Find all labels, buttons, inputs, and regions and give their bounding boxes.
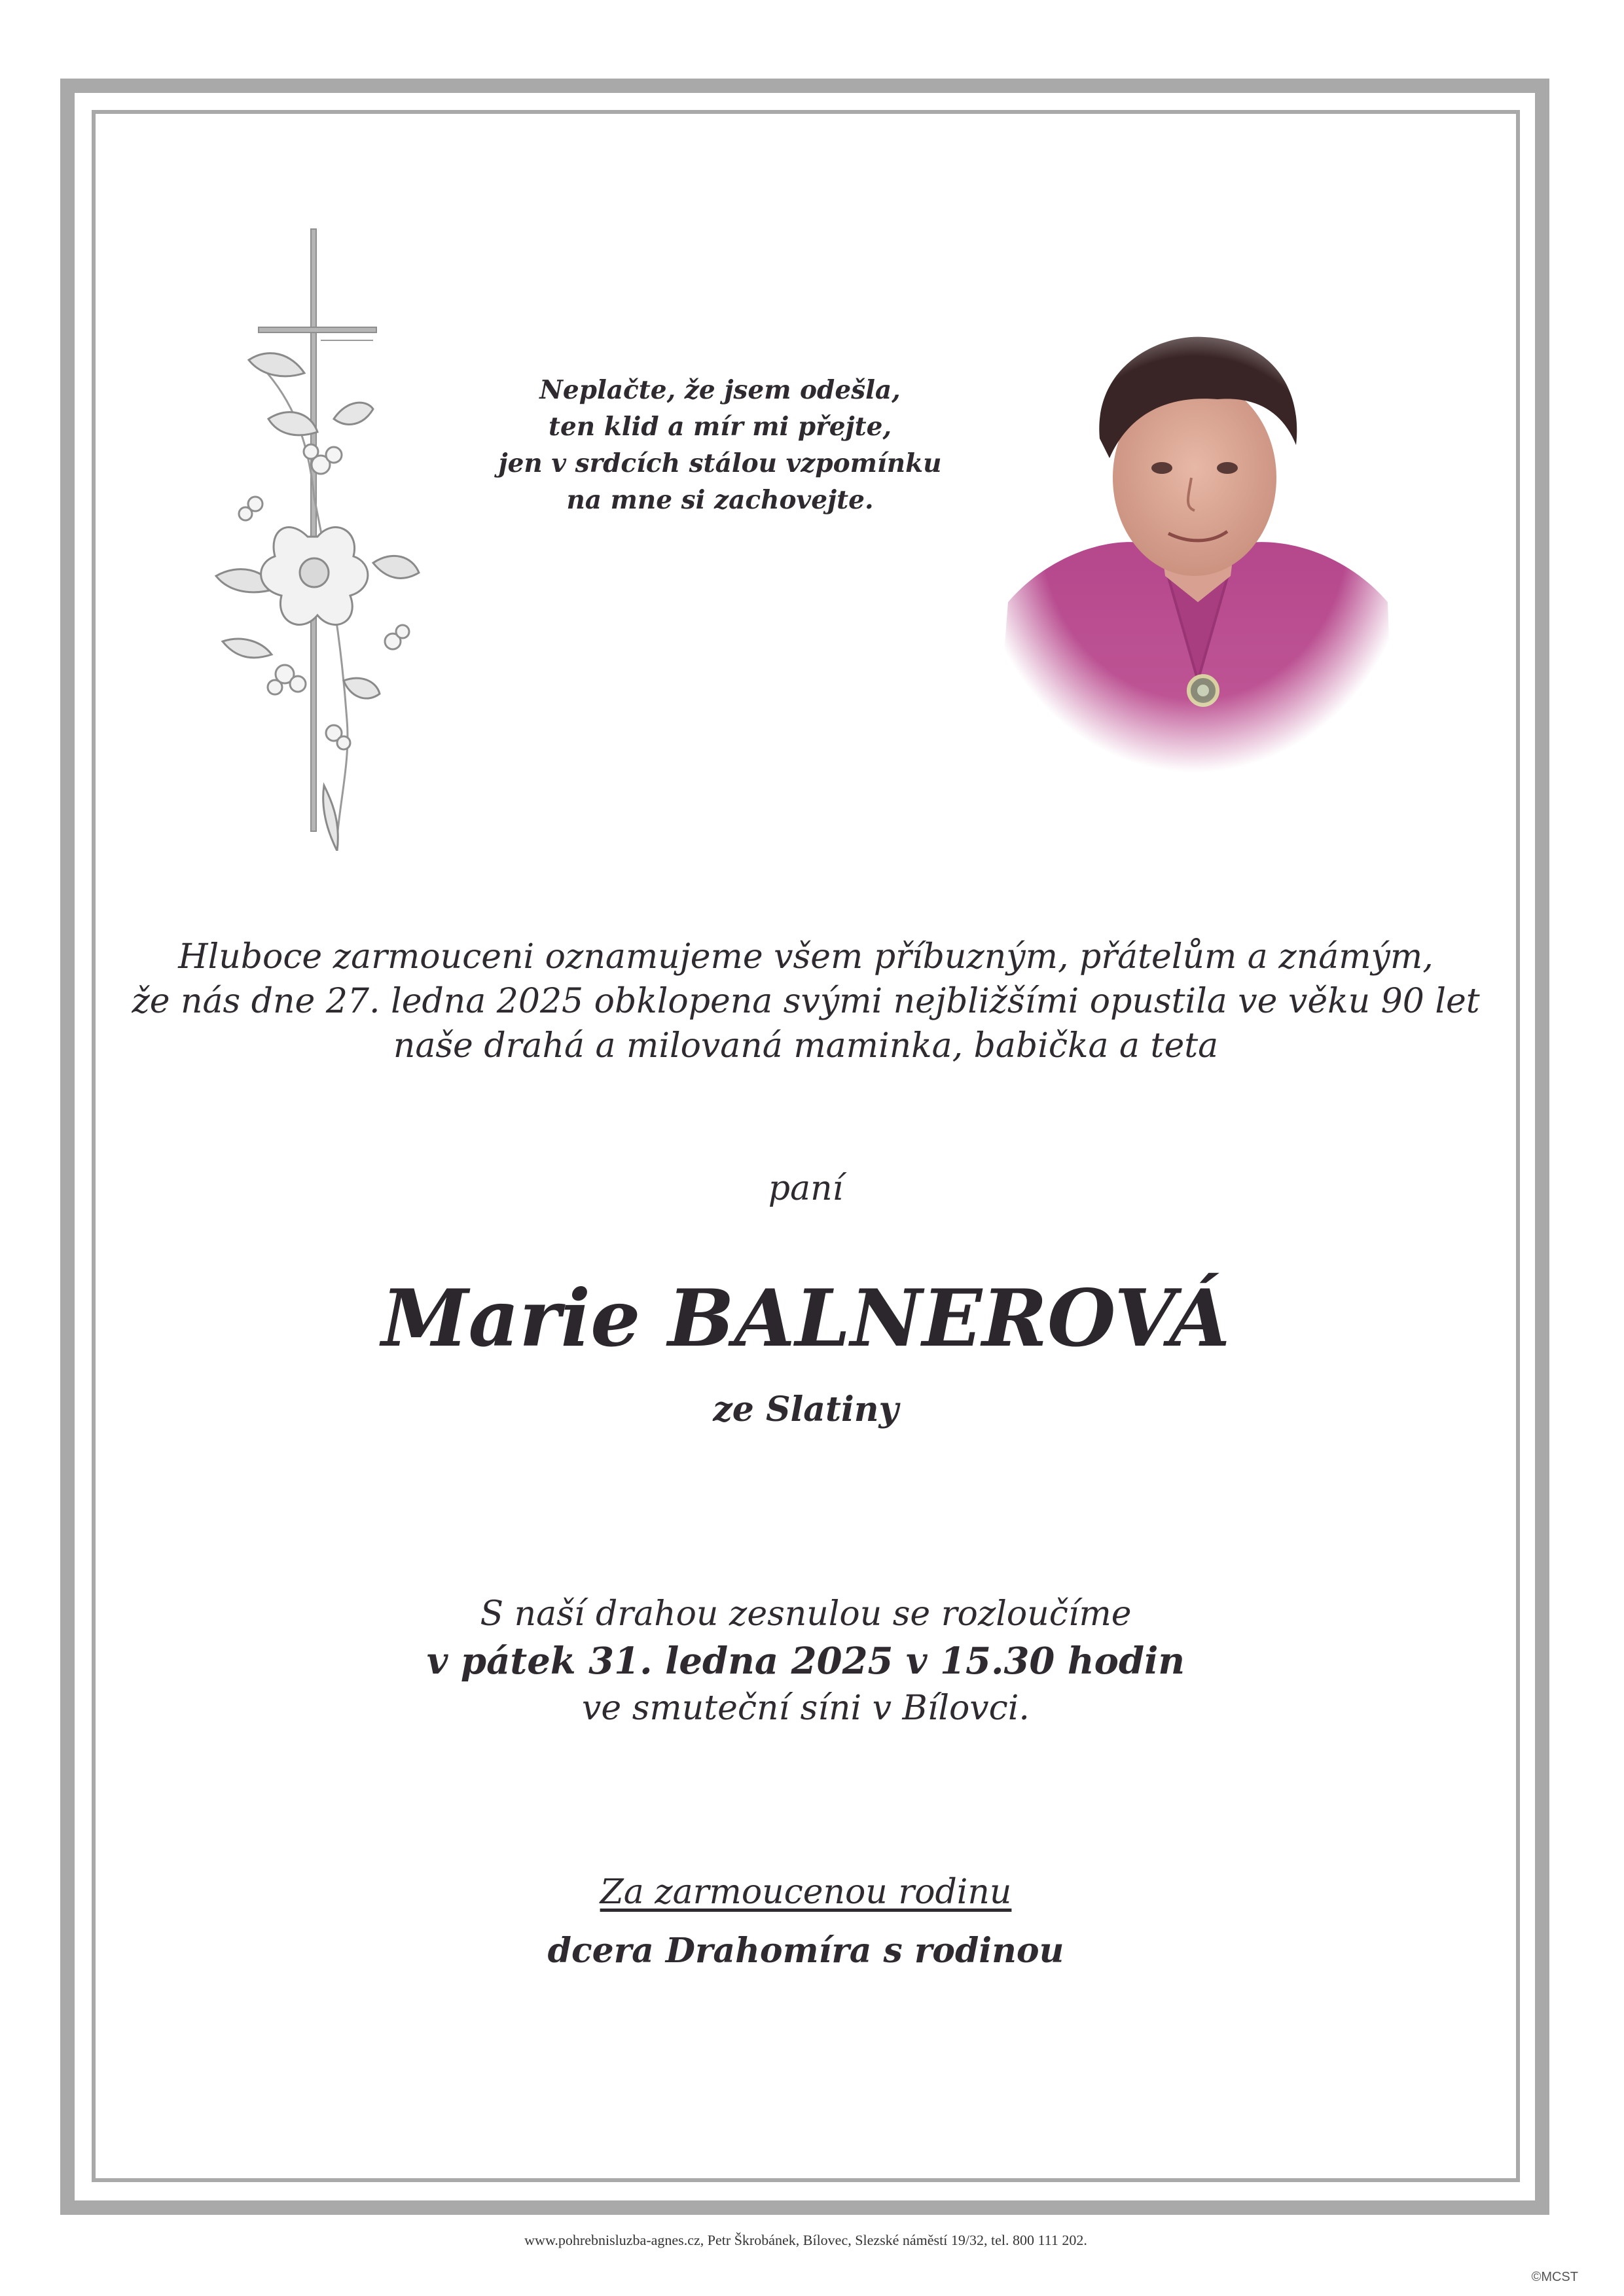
announcement [92,935,1520,1068]
poem [458,372,982,518]
poem-line: Neplačte, že jsem odešla, [539,375,901,405]
farewell-intro: S naší drahou zesnulou se rozloučíme [480,1594,1132,1634]
farewell-info [92,1590,1520,1732]
deceased-origin: ze Slatiny [713,1390,899,1429]
copyright-mark: ©MCST [1531,2270,1578,2284]
family-label: Za zarmoucenou rodinu [600,1873,1012,1912]
portrait-photo [995,327,1394,772]
family-signer: dcera Drahomíra s rodinou [547,1931,1064,1971]
family-signature [92,1863,1520,1981]
farewell-date-time: v pátek 31. ledna 2025 v 15.30 hodin [426,1640,1185,1683]
cross-with-flowers-icon [177,223,432,851]
farewell-place: ve smuteční síni v Bílovci. [582,1689,1030,1728]
announcement-line: naše drahá a milovaná maminka, babička a teta [393,1026,1219,1066]
footer-contact: www.pohrebnisluzba-agnes.cz, Petr Škrobánek, Bílovec, Slezské náměstí 19/32, tel. 800 111 202. [524,2232,1087,2248]
announcement-line: Hluboce zarmouceni oznamujeme všem příbuzným, přátelům a známým, [178,937,1434,977]
poem-line: ten klid a mír mi přejte, [548,412,892,442]
honorific: paní [768,1169,844,1208]
announcement-line: že nás dne 27. ledna 2025 obklopena svými nejbližšími opustila ve věku 90 let [132,982,1480,1021]
deceased-name: Marie BALNEROVÁ [381,1272,1231,1365]
poem-line: na mne si zachovejte. [566,485,874,515]
poem-line: jen v srdcích stálou vzpomínku [498,448,942,478]
